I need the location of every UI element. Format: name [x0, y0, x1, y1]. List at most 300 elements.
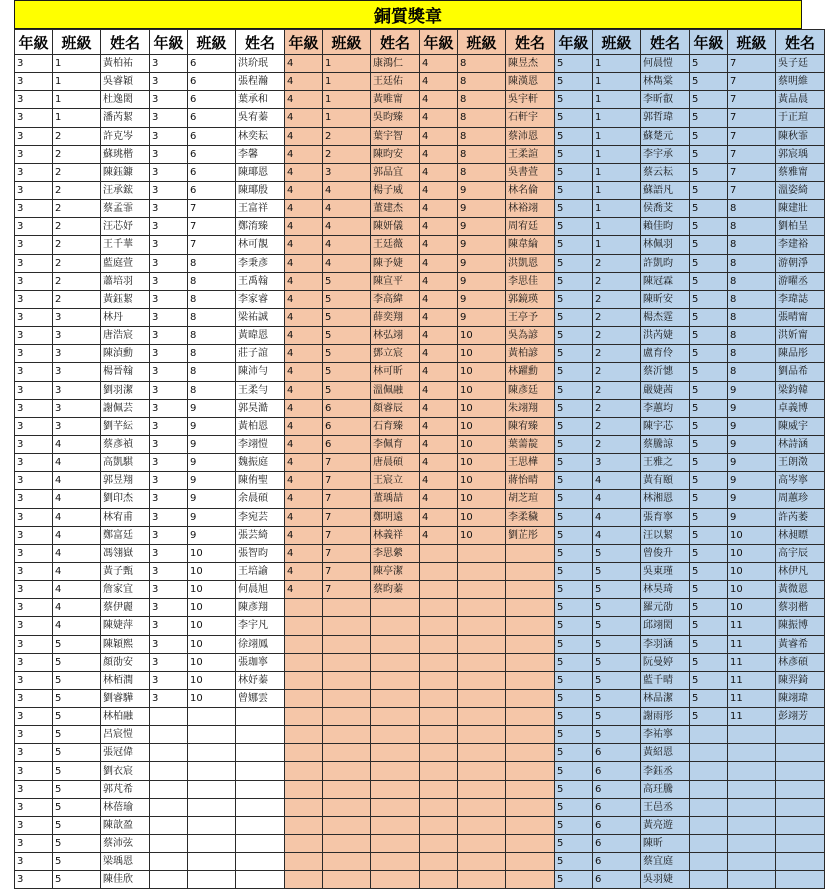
name-cell: 王邑丞 — [641, 798, 690, 816]
name-cell: 許芮萎 — [776, 508, 825, 526]
name-cell: 蔡孟霏 — [101, 200, 150, 218]
class-cell: 2 — [53, 145, 101, 163]
grade-cell: 3 — [150, 526, 188, 544]
grade-cell — [690, 871, 728, 889]
class-cell: 9 — [188, 508, 236, 526]
class-cell — [728, 762, 776, 780]
name-cell: 張芸綺 — [236, 526, 285, 544]
name-cell: 黃鈺絜 — [101, 290, 150, 308]
grade-cell: 3 — [150, 508, 188, 526]
name-cell: 羅元劭 — [641, 599, 690, 617]
grade-cell — [285, 816, 323, 834]
class-cell — [458, 708, 506, 726]
class-cell: 2 — [593, 381, 641, 399]
class-cell — [728, 780, 776, 798]
grade-cell: 4 — [285, 218, 323, 236]
name-cell — [776, 816, 825, 834]
name-cell: 李瑋誌 — [776, 290, 825, 308]
table-row — [15, 127, 825, 145]
header-name: 姓名 — [641, 30, 690, 55]
grade-cell: 3 — [150, 290, 188, 308]
class-cell: 11 — [728, 617, 776, 635]
grade-cell: 5 — [555, 345, 593, 363]
class-cell: 9 — [458, 272, 506, 290]
name-cell — [371, 835, 420, 853]
table-body — [15, 55, 825, 889]
name-cell: 林可昕 — [371, 363, 420, 381]
name-cell: 潘芮絜 — [101, 109, 150, 127]
name-cell: 陳鈺鏮 — [101, 163, 150, 181]
grade-cell: 3 — [15, 490, 53, 508]
name-cell — [506, 617, 555, 635]
name-cell: 莊子誼 — [236, 345, 285, 363]
grade-cell: 5 — [555, 109, 593, 127]
grade-cell: 4 — [285, 417, 323, 435]
class-cell: 5 — [593, 599, 641, 617]
grade-cell: 5 — [690, 562, 728, 580]
name-cell: 林昶瞟 — [776, 526, 825, 544]
grade-cell: 4 — [285, 200, 323, 218]
name-cell: 李宛芸 — [236, 508, 285, 526]
name-cell: 高岑寧 — [776, 472, 825, 490]
name-cell — [776, 762, 825, 780]
name-cell: 陳冠霖 — [641, 272, 690, 290]
class-cell — [188, 708, 236, 726]
name-cell: 侯喬芠 — [641, 200, 690, 218]
class-cell: 10 — [458, 490, 506, 508]
grade-cell: 3 — [15, 363, 53, 381]
class-cell: 4 — [323, 181, 371, 199]
class-cell: 7 — [728, 181, 776, 199]
class-cell: 11 — [728, 653, 776, 671]
grade-cell — [420, 581, 458, 599]
header-row — [15, 30, 825, 55]
class-cell — [458, 835, 506, 853]
name-cell — [506, 635, 555, 653]
grade-cell: 3 — [15, 308, 53, 326]
class-cell: 9 — [458, 218, 506, 236]
grade-cell: 3 — [15, 218, 53, 236]
class-cell — [728, 816, 776, 834]
name-cell: 林弘翊 — [371, 327, 420, 345]
table-row — [15, 689, 825, 707]
name-cell: 黃紹恩 — [641, 744, 690, 762]
class-cell — [323, 762, 371, 780]
class-cell: 2 — [593, 327, 641, 345]
grade-cell: 4 — [420, 127, 458, 145]
class-cell: 4 — [593, 472, 641, 490]
grade-cell — [420, 726, 458, 744]
table-row — [15, 544, 825, 562]
grade-cell: 5 — [555, 417, 593, 435]
class-cell: 7 — [323, 526, 371, 544]
class-cell: 10 — [458, 508, 506, 526]
name-cell — [371, 816, 420, 834]
grade-cell — [285, 835, 323, 853]
grade-cell: 3 — [150, 345, 188, 363]
class-cell: 1 — [323, 55, 371, 73]
grade-cell: 4 — [420, 236, 458, 254]
award-table — [14, 29, 825, 889]
grade-cell: 5 — [555, 55, 593, 73]
class-cell: 8 — [458, 127, 506, 145]
grade-cell — [420, 635, 458, 653]
class-cell: 9 — [728, 472, 776, 490]
grade-cell: 5 — [690, 218, 728, 236]
grade-cell: 5 — [690, 599, 728, 617]
grade-cell: 5 — [690, 435, 728, 453]
class-cell: 6 — [188, 73, 236, 91]
class-cell: 4 — [53, 581, 101, 599]
grade-cell: 5 — [690, 345, 728, 363]
grade-cell: 3 — [15, 835, 53, 853]
grade-cell: 5 — [555, 871, 593, 889]
name-cell: 賴佳昀 — [641, 218, 690, 236]
class-cell: 5 — [53, 653, 101, 671]
grade-cell: 4 — [285, 73, 323, 91]
grade-cell: 5 — [555, 617, 593, 635]
name-cell — [506, 835, 555, 853]
grade-cell: 5 — [555, 308, 593, 326]
class-cell: 8 — [458, 91, 506, 109]
class-cell — [458, 816, 506, 834]
grade-cell: 3 — [15, 599, 53, 617]
name-cell — [506, 544, 555, 562]
grade-cell: 3 — [150, 91, 188, 109]
grade-cell — [285, 617, 323, 635]
grade-cell: 3 — [150, 617, 188, 635]
class-cell — [458, 744, 506, 762]
grade-cell: 3 — [15, 689, 53, 707]
name-cell: 劉睿驊 — [101, 689, 150, 707]
grade-cell — [690, 762, 728, 780]
name-cell: 郭品宜 — [371, 163, 420, 181]
table-row — [15, 109, 825, 127]
name-cell — [506, 671, 555, 689]
table-row — [15, 363, 825, 381]
class-cell: 6 — [593, 871, 641, 889]
class-cell: 6 — [323, 435, 371, 453]
grade-cell: 4 — [420, 254, 458, 272]
name-cell: 王培諭 — [236, 562, 285, 580]
grade-cell — [420, 544, 458, 562]
class-cell — [458, 726, 506, 744]
grade-cell: 4 — [285, 327, 323, 345]
class-cell: 9 — [188, 526, 236, 544]
grade-cell: 5 — [555, 853, 593, 871]
name-cell: 顏劭安 — [101, 653, 150, 671]
name-cell: 郭宸瑀 — [776, 145, 825, 163]
grade-cell: 3 — [150, 635, 188, 653]
class-cell — [323, 744, 371, 762]
class-cell — [728, 744, 776, 762]
name-cell: 陳彥翔 — [236, 599, 285, 617]
name-cell — [371, 762, 420, 780]
class-cell: 1 — [593, 218, 641, 236]
class-cell: 4 — [53, 562, 101, 580]
name-cell: 陳昕安 — [641, 290, 690, 308]
class-cell: 10 — [458, 417, 506, 435]
grade-cell: 4 — [420, 345, 458, 363]
name-cell: 葉薷靛 — [506, 435, 555, 453]
grade-cell: 3 — [150, 472, 188, 490]
name-cell: 蔡雅甯 — [776, 163, 825, 181]
grade-cell — [150, 708, 188, 726]
name-cell — [776, 744, 825, 762]
class-cell — [323, 816, 371, 834]
grade-cell: 4 — [285, 55, 323, 73]
grade-cell: 4 — [285, 454, 323, 472]
name-cell: 何晨愷 — [641, 55, 690, 73]
name-cell: 陳宥臻 — [506, 417, 555, 435]
grade-cell — [420, 671, 458, 689]
class-cell: 8 — [728, 308, 776, 326]
name-cell: 朱翊翔 — [506, 399, 555, 417]
name-cell — [506, 708, 555, 726]
name-cell: 劉柏呈 — [776, 218, 825, 236]
name-cell — [236, 762, 285, 780]
grade-cell: 4 — [420, 435, 458, 453]
name-cell: 王亭予 — [506, 308, 555, 326]
grade-cell: 3 — [150, 181, 188, 199]
class-cell — [728, 871, 776, 889]
name-cell: 陳予婕 — [371, 254, 420, 272]
class-cell: 6 — [593, 798, 641, 816]
name-cell — [236, 816, 285, 834]
grade-cell: 5 — [690, 55, 728, 73]
name-cell: 鄧立宸 — [371, 345, 420, 363]
name-cell: 高玨騰 — [641, 780, 690, 798]
grade-cell: 4 — [420, 327, 458, 345]
grade-cell — [285, 726, 323, 744]
name-cell: 劉印杰 — [101, 490, 150, 508]
grade-cell: 4 — [420, 272, 458, 290]
class-cell: 2 — [53, 163, 101, 181]
grade-cell — [420, 871, 458, 889]
grade-cell: 3 — [15, 726, 53, 744]
name-cell — [236, 835, 285, 853]
header-class: 班級 — [458, 30, 506, 55]
grade-cell: 3 — [15, 708, 53, 726]
grade-cell — [420, 816, 458, 834]
class-cell: 1 — [593, 55, 641, 73]
grade-cell — [420, 744, 458, 762]
name-cell: 康鴻仁 — [371, 55, 420, 73]
class-cell: 10 — [458, 472, 506, 490]
grade-cell — [150, 853, 188, 871]
name-cell: 洪玠珉 — [236, 55, 285, 73]
class-cell: 5 — [53, 798, 101, 816]
class-cell: 3 — [323, 163, 371, 181]
class-cell: 4 — [53, 435, 101, 453]
class-cell: 5 — [593, 635, 641, 653]
grade-cell: 4 — [420, 308, 458, 326]
grade-cell: 3 — [150, 381, 188, 399]
name-cell: 李秉彥 — [236, 254, 285, 272]
grade-cell — [420, 617, 458, 635]
grade-cell: 3 — [15, 345, 53, 363]
name-cell: 陳漢恩 — [506, 73, 555, 91]
table-row — [15, 417, 825, 435]
header-name: 姓名 — [776, 30, 825, 55]
name-cell: 魏振庭 — [236, 454, 285, 472]
grade-cell: 5 — [690, 526, 728, 544]
name-cell: 蔡沂憓 — [641, 363, 690, 381]
class-cell: 5 — [323, 290, 371, 308]
name-cell: 黃有頤 — [641, 472, 690, 490]
name-cell: 汪芯妤 — [101, 218, 150, 236]
name-cell — [371, 853, 420, 871]
class-cell: 6 — [593, 762, 641, 780]
name-cell — [776, 726, 825, 744]
class-cell — [323, 835, 371, 853]
class-cell: 1 — [593, 163, 641, 181]
grade-cell: 3 — [150, 581, 188, 599]
table-row — [15, 345, 825, 363]
grade-cell — [690, 798, 728, 816]
name-cell: 陳振博 — [776, 617, 825, 635]
table-row — [15, 73, 825, 91]
grade-cell — [285, 599, 323, 617]
grade-cell: 5 — [555, 163, 593, 181]
table-row — [15, 91, 825, 109]
class-cell: 9 — [458, 200, 506, 218]
name-cell: 蘇楚元 — [641, 127, 690, 145]
class-cell: 7 — [728, 109, 776, 127]
name-cell: 謝佩芸 — [101, 399, 150, 417]
grade-cell: 3 — [150, 327, 188, 345]
grade-cell — [420, 762, 458, 780]
name-cell: 蘇語凡 — [641, 181, 690, 199]
grade-cell: 3 — [150, 689, 188, 707]
grade-cell: 3 — [15, 73, 53, 91]
class-cell: 2 — [323, 127, 371, 145]
grade-cell — [150, 726, 188, 744]
grade-cell: 4 — [285, 91, 323, 109]
table-row — [15, 163, 825, 181]
class-cell: 10 — [188, 689, 236, 707]
class-cell: 5 — [53, 780, 101, 798]
class-cell: 1 — [593, 109, 641, 127]
class-cell: 10 — [188, 671, 236, 689]
class-cell: 3 — [53, 363, 101, 381]
class-cell: 9 — [728, 508, 776, 526]
table-row — [15, 798, 825, 816]
name-cell: 蔡沛弦 — [101, 835, 150, 853]
name-cell: 葉宇智 — [371, 127, 420, 145]
grade-cell: 4 — [285, 236, 323, 254]
grade-cell: 3 — [150, 254, 188, 272]
table-row — [15, 617, 825, 635]
grade-cell — [420, 853, 458, 871]
table-row — [15, 236, 825, 254]
grade-cell: 5 — [690, 399, 728, 417]
class-cell: 5 — [323, 327, 371, 345]
name-cell: 洪芮婕 — [641, 327, 690, 345]
grade-cell: 5 — [690, 73, 728, 91]
name-cell: 薛奕翔 — [371, 308, 420, 326]
name-cell: 王思樺 — [506, 454, 555, 472]
grade-cell: 4 — [285, 345, 323, 363]
name-cell: 李羽涵 — [641, 635, 690, 653]
grade-cell: 3 — [15, 526, 53, 544]
table-row — [15, 816, 825, 834]
grade-cell: 3 — [150, 55, 188, 73]
grade-cell: 4 — [285, 562, 323, 580]
class-cell: 10 — [458, 526, 506, 544]
name-cell — [776, 871, 825, 889]
title-text: 銅質獎章 — [374, 7, 442, 27]
class-cell — [188, 871, 236, 889]
name-cell: 黃睿希 — [776, 635, 825, 653]
class-cell — [458, 635, 506, 653]
name-cell: 汪以絜 — [641, 526, 690, 544]
name-cell — [236, 780, 285, 798]
class-cell — [188, 835, 236, 853]
class-cell: 2 — [593, 345, 641, 363]
table-row — [15, 671, 825, 689]
table-row — [15, 399, 825, 417]
name-cell: 高宇辰 — [776, 544, 825, 562]
table-row — [15, 635, 825, 653]
grade-cell: 5 — [555, 91, 593, 109]
name-cell — [371, 635, 420, 653]
name-cell: 顏睿辰 — [371, 399, 420, 417]
class-cell: 10 — [188, 562, 236, 580]
name-cell: 蔡云耘 — [641, 163, 690, 181]
class-cell: 6 — [188, 91, 236, 109]
class-cell — [458, 653, 506, 671]
name-cell — [236, 726, 285, 744]
name-cell: 劉品希 — [776, 363, 825, 381]
table-row — [15, 290, 825, 308]
header-class: 班級 — [53, 30, 101, 55]
grade-cell: 3 — [150, 435, 188, 453]
class-cell: 7 — [728, 145, 776, 163]
class-cell: 6 — [188, 163, 236, 181]
class-cell: 10 — [188, 544, 236, 562]
name-cell: 王千華 — [101, 236, 150, 254]
class-cell: 2 — [53, 272, 101, 290]
name-cell: 梁鈞韓 — [776, 381, 825, 399]
grade-cell: 3 — [15, 435, 53, 453]
name-cell — [371, 871, 420, 889]
grade-cell: 4 — [420, 145, 458, 163]
name-cell — [506, 744, 555, 762]
grade-cell: 3 — [150, 490, 188, 508]
name-cell: 李家睿 — [236, 290, 285, 308]
grade-cell — [285, 689, 323, 707]
grade-cell: 4 — [285, 181, 323, 199]
class-cell: 2 — [593, 399, 641, 417]
class-cell — [323, 689, 371, 707]
class-cell: 3 — [53, 327, 101, 345]
class-cell: 4 — [53, 472, 101, 490]
class-cell: 3 — [53, 308, 101, 326]
grade-cell: 3 — [15, 744, 53, 762]
table-row — [15, 835, 825, 853]
grade-cell: 5 — [555, 399, 593, 417]
grade-cell: 3 — [150, 417, 188, 435]
grade-cell: 5 — [555, 145, 593, 163]
grade-cell: 3 — [150, 671, 188, 689]
grade-cell: 5 — [555, 689, 593, 707]
class-cell: 1 — [53, 73, 101, 91]
name-cell: 于正瑄 — [776, 109, 825, 127]
grade-cell: 3 — [15, 399, 53, 417]
class-cell: 5 — [53, 671, 101, 689]
class-cell — [188, 780, 236, 798]
